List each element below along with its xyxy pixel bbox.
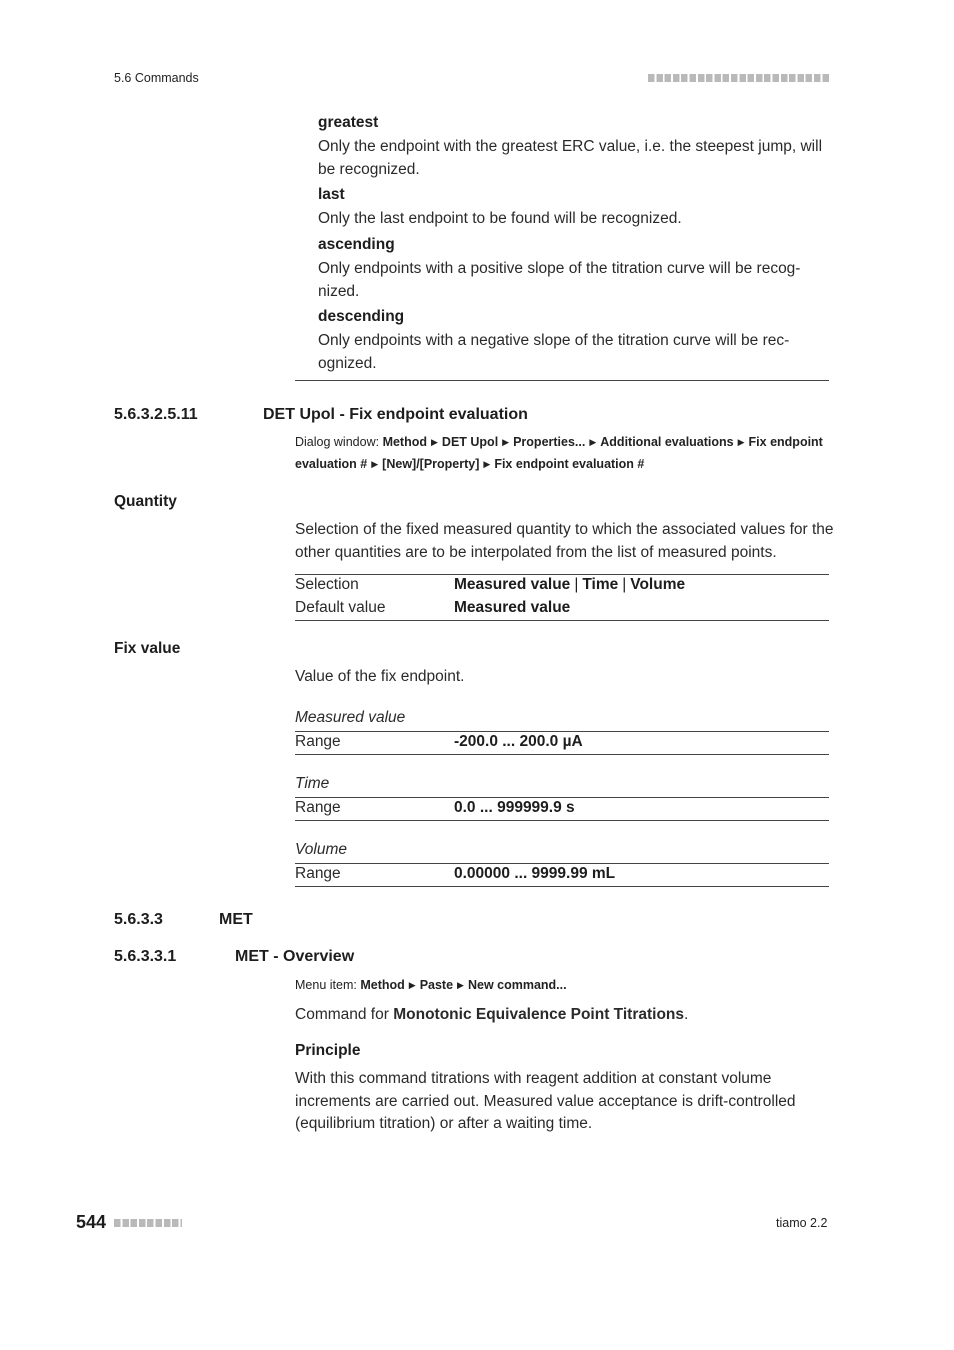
- command-sentence: [295, 1004, 688, 1027]
- path-arrow-icon: ▶: [371, 459, 379, 469]
- path-item: Fix endpoint evaluation #: [494, 457, 645, 471]
- dialog-path: [295, 432, 830, 476]
- separator: |: [622, 576, 627, 593]
- principle-heading: Principle: [295, 1042, 361, 1059]
- table-top-rule: [295, 731, 829, 732]
- path-arrow-icon: ▶: [502, 437, 510, 447]
- range-value: -200.0 ... 200.0 µA: [454, 733, 583, 750]
- range-label: Range: [295, 799, 341, 816]
- page-number: 544: [76, 1212, 107, 1232]
- fix-value-description: Value of the fix endpoint.: [295, 668, 465, 685]
- group-title-measured-value: Measured value: [295, 709, 406, 726]
- path-item: Properties...: [513, 435, 586, 449]
- command-suffix: .: [684, 1006, 689, 1023]
- path-arrow-icon: ▶: [483, 459, 491, 469]
- menu-item: Paste: [419, 978, 454, 992]
- selection-value: Measured value: [454, 576, 571, 593]
- option-desc-last: Only the last endpoint to be found will be recognized.: [318, 210, 682, 227]
- dialog-path-label: Dialog window:: [295, 435, 380, 449]
- table-bottom-rule: [295, 620, 829, 621]
- section-title: MET: [219, 911, 253, 928]
- path-arrow-icon: ▶: [431, 437, 438, 447]
- option-list-bottom-rule: [295, 380, 829, 381]
- selection-label: Selection: [295, 576, 359, 593]
- path-arrow-icon: ▶: [589, 437, 597, 447]
- section-title: MET - Overview: [235, 948, 355, 965]
- path-item: DET Upol: [441, 435, 499, 449]
- command-prefix: Command for: [295, 1006, 389, 1023]
- option-desc-descending: Only endpoints with a negative slope of the titration curve will be rec-ognized.: [318, 332, 790, 372]
- table-bottom-rule: [295, 886, 829, 887]
- path-item: Fix endpoint evaluation #: [295, 435, 823, 471]
- path-item: Method: [382, 435, 427, 449]
- table-bottom-rule: [295, 754, 829, 755]
- product-name: tiamo 2.2: [776, 1216, 828, 1230]
- group-title-volume: Volume: [295, 841, 347, 858]
- path-item: [New]/[Property]: [382, 457, 480, 471]
- section-title: DET Upol - Fix endpoint evaluation: [263, 406, 528, 423]
- option-term-last: last: [318, 186, 345, 203]
- path-item: Additional evaluations: [600, 435, 734, 449]
- quantity-description: Selection of the fixed measured quantity to which the associated values for the other quantities are to be interpolated from the list of measured points.: [295, 521, 834, 561]
- command-name: Monotonic Equivalence Point Titrations: [393, 1006, 685, 1023]
- option-term-descending: descending: [318, 308, 405, 325]
- option-desc-ascending: Only endpoints with a positive slope of the titration curve will be recog-nized.: [318, 260, 801, 300]
- running-header-section: 5.6 Commands: [114, 71, 199, 85]
- separator: |: [574, 576, 579, 593]
- header-decoration: [648, 74, 829, 82]
- option-desc-greatest: Only the endpoint with the greatest ERC value, i.e. the steepest jump, will be recognized.: [318, 138, 823, 178]
- section-number: 5.6.3.3: [114, 911, 163, 928]
- table-top-rule: [295, 574, 829, 575]
- menu-path: [295, 975, 567, 997]
- fix-value-heading: Fix value: [114, 640, 181, 657]
- range-value: 0.00000 ... 9999.99 mL: [454, 865, 616, 882]
- selection-values: [454, 576, 685, 594]
- path-arrow-icon: ▶: [457, 980, 464, 990]
- menu-item: Method: [360, 978, 405, 992]
- section-number: 5.6.3.2.5.11: [114, 406, 198, 423]
- option-term-ascending: ascending: [318, 236, 395, 253]
- option-term-greatest: greatest: [318, 114, 379, 131]
- selection-value: Time: [582, 576, 619, 593]
- selection-value: Volume: [630, 576, 686, 593]
- quantity-heading: Quantity: [114, 493, 177, 510]
- default-value-label: Default value: [295, 599, 386, 616]
- range-value: 0.0 ... 999999.9 s: [454, 799, 575, 816]
- default-value: Measured value: [454, 599, 571, 616]
- range-label: Range: [295, 733, 341, 750]
- principle-text: With this command titrations with reagent addition at constant volume increments are carried out. Measured value acceptance is drift-controlled (equilibrium titration) or after a waiting time.: [295, 1070, 796, 1132]
- path-arrow-icon: ▶: [408, 980, 416, 990]
- group-title-time: Time: [295, 775, 330, 792]
- footer-decoration: [114, 1219, 182, 1227]
- menu-path-label: Menu item:: [295, 978, 357, 992]
- table-bottom-rule: [295, 820, 829, 821]
- table-top-rule: [295, 797, 829, 798]
- section-number: 5.6.3.3.1: [114, 948, 177, 965]
- path-arrow-icon: ▶: [737, 437, 745, 447]
- table-top-rule: [295, 863, 829, 864]
- menu-item: New command...: [467, 978, 567, 992]
- range-label: Range: [295, 865, 341, 882]
